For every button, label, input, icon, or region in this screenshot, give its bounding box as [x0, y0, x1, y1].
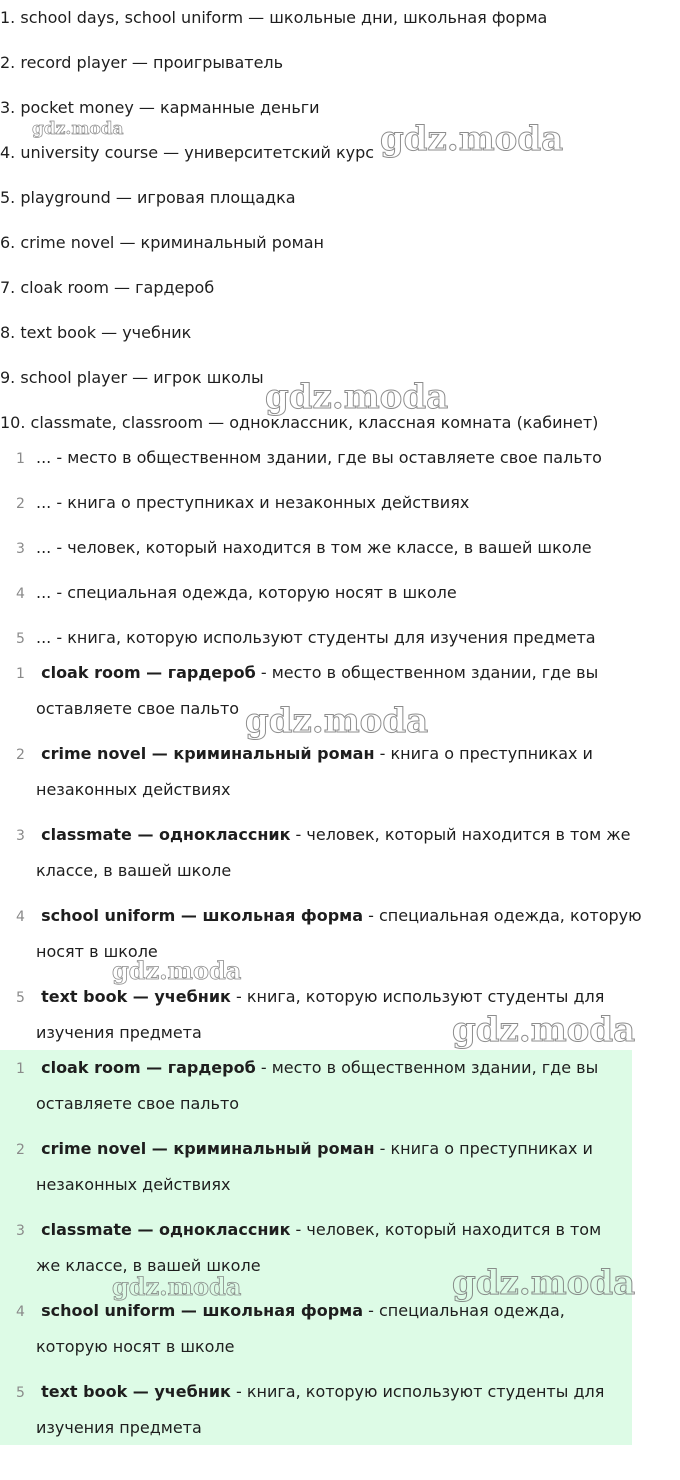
answer-item	[36, 1293, 626, 1365]
answer-number: 5	[16, 1385, 25, 1401]
answer-item	[36, 1050, 626, 1122]
answer-term: classmate — одноклассник	[41, 1220, 291, 1239]
answer-term: text book — учебник	[41, 1382, 231, 1401]
question-number: 5	[16, 631, 25, 647]
answer-number: 4	[16, 909, 25, 925]
watermark-logo: gdz.moda	[112, 1272, 242, 1301]
answer-term: cloak room — гардероб	[41, 663, 256, 682]
answer-definition: - человек, который находится в том же классе, в вашей школе	[36, 825, 631, 880]
question-text: ... - человек, который находится в том же классе, в вашей школе	[36, 538, 592, 557]
watermark-logo: gdz.moda	[32, 119, 124, 139]
question-text: ... - книга, которую используют студенты для изучения предмета	[36, 628, 596, 647]
vocab-line: 8. text book — учебник	[0, 323, 192, 342]
question-number: 2	[16, 496, 25, 512]
answer-item	[36, 1374, 626, 1446]
watermark-logo: gdz.moda	[112, 956, 242, 985]
answer-number: 2	[16, 1142, 25, 1158]
watermark-logo: gdz.moda	[245, 701, 429, 741]
answer-term: cloak room — гардероб	[41, 1058, 256, 1077]
answer-number: 3	[16, 828, 25, 844]
answer-term: crime novel — криминальный роман	[41, 744, 375, 763]
answer-term: crime novel — криминальный роман	[41, 1139, 375, 1158]
answer-item	[36, 817, 676, 889]
vocab-line: 6. crime novel — криминальный роман	[0, 233, 325, 252]
watermark-logo: gdz.moda	[452, 1010, 636, 1050]
answer-number: 5	[16, 990, 25, 1006]
answer-definition: - книга, которую используют студенты для изучения предмета	[36, 1382, 605, 1437]
answer-number: 1	[16, 666, 25, 682]
answer-item	[36, 736, 676, 808]
question-number: 4	[16, 586, 25, 602]
answer-definition: - книга о преступниках и незаконных действиях	[36, 1139, 593, 1194]
answer-term: text book — учебник	[41, 987, 231, 1006]
answer-definition: - человек, который находится в том же классе, в вашей школе	[36, 1220, 602, 1275]
answer-definition: - место в общественном здании, где вы оставляете свое пальто	[36, 663, 599, 718]
answer-definition: - место в общественном здании, где вы оставляете свое пальто	[36, 1058, 599, 1113]
answer-term: school uniform — школьная форма	[41, 906, 364, 925]
answer-definition: - книга о преступниках и незаконных действиях	[36, 744, 593, 799]
vocab-line: 4. university course — университетский курс	[0, 143, 375, 162]
vocab-line: 3. pocket money — карманные деньги	[0, 98, 320, 117]
answer-term: classmate — одноклассник	[41, 825, 291, 844]
vocab-line: 5. playground — игровая площадка	[0, 188, 296, 207]
answer-number: 2	[16, 747, 25, 763]
answer-definition: - книга, которую используют студенты для изучения предмета	[36, 987, 605, 1042]
vocab-line: 1. school days, school uniform — школьные дни, школьная форма	[0, 8, 548, 27]
answer-item	[36, 1131, 596, 1203]
vocab-line: 7. cloak room — гардероб	[0, 278, 215, 297]
question-number: 1	[16, 451, 25, 467]
answer-definition: - специальная одежда, которую носят в школе	[36, 1301, 565, 1356]
watermark-logo: gdz.moda	[265, 377, 449, 417]
vocab-line: 10. classmate, classroom — одноклассник, классная комната (кабинет)	[0, 413, 599, 432]
question-text: ... - место в общественном здании, где вы оставляете свое пальто	[36, 448, 602, 467]
answer-term: school uniform — школьная форма	[41, 1301, 364, 1320]
watermark-logo: gdz.moda	[452, 1263, 636, 1303]
watermark-logo: gdz.moda	[380, 119, 564, 159]
question-text: ... - книга о преступниках и незаконных действиях	[36, 493, 470, 512]
answer-definition: - специальная одежда, которую носят в школе	[36, 906, 642, 961]
question-text: ... - специальная одежда, которую носят в школе	[36, 583, 457, 602]
question-number: 3	[16, 541, 25, 557]
vocab-line: 2. record player — проигрыватель	[0, 53, 284, 72]
answer-number: 3	[16, 1223, 25, 1239]
vocab-line: 9. school player — игрок школы	[0, 368, 264, 387]
answer-number: 4	[16, 1304, 25, 1320]
answer-number: 1	[16, 1061, 25, 1077]
